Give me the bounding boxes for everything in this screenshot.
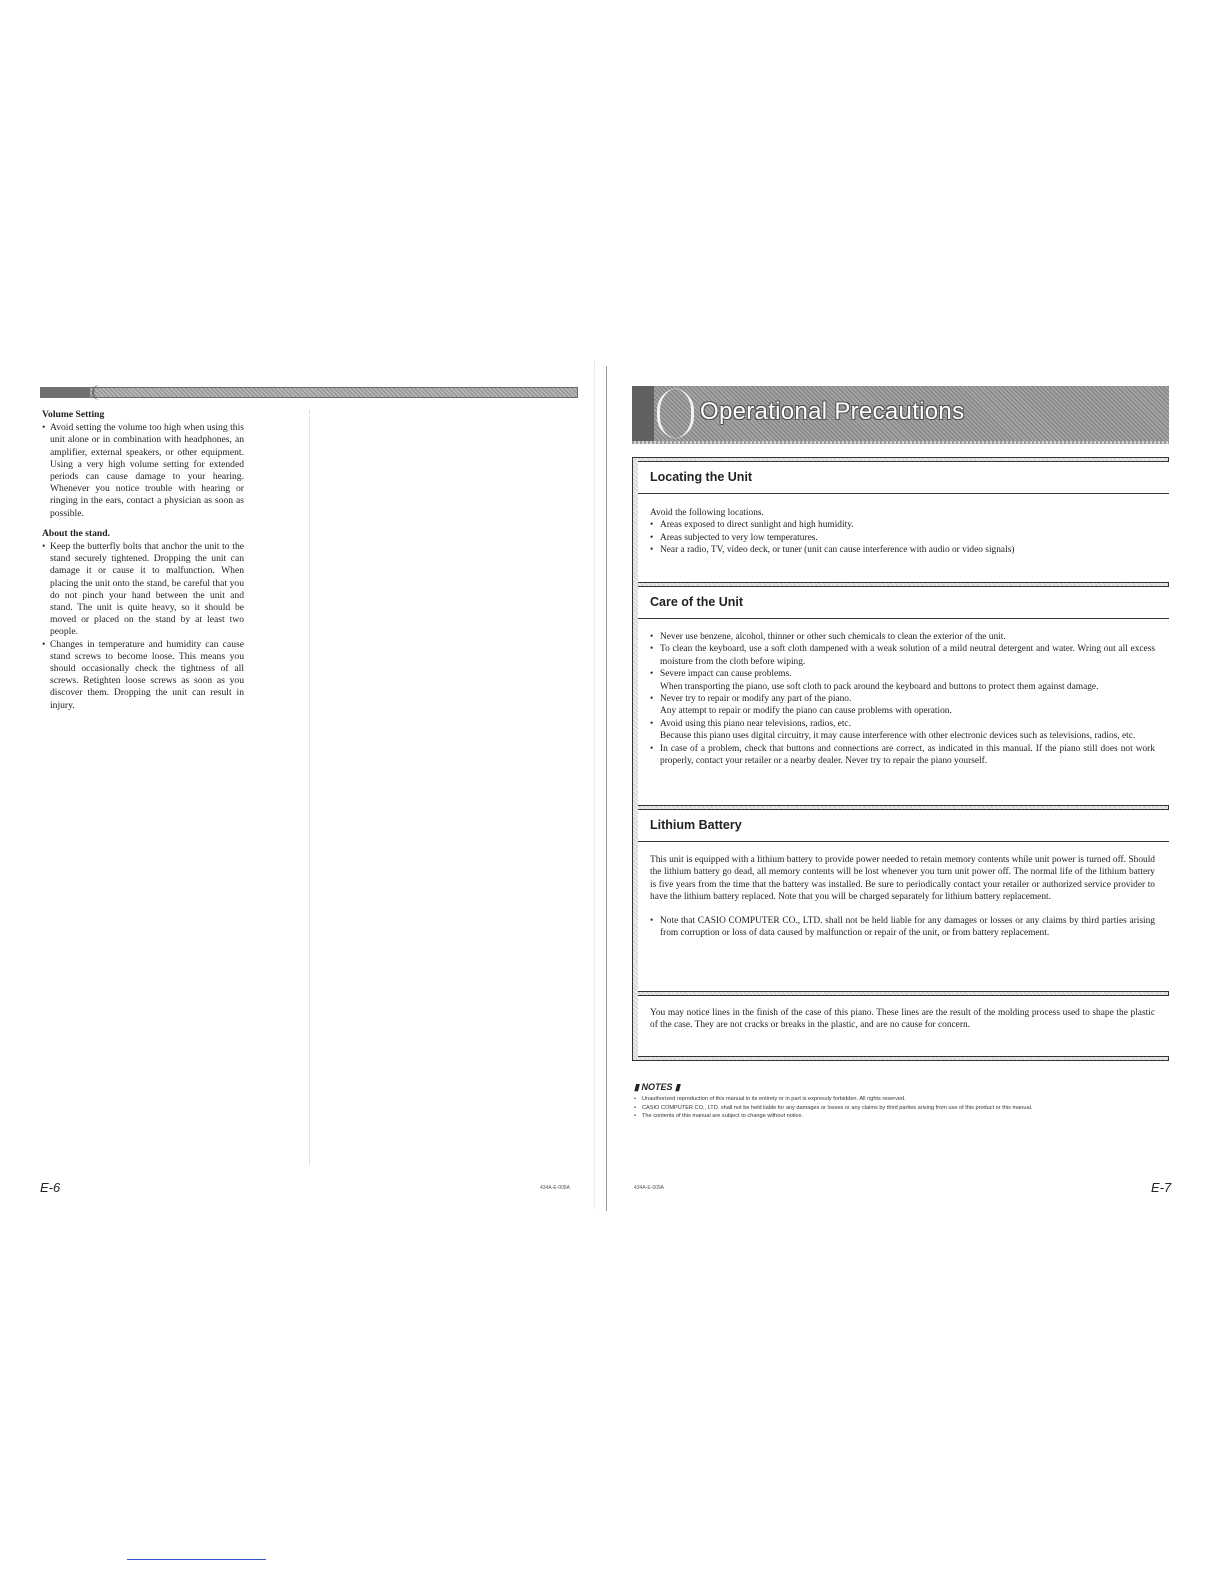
title-underline [632, 441, 1169, 444]
list-item [650, 631, 1155, 643]
header-bar-cap [40, 387, 90, 398]
list-item [650, 718, 1155, 743]
list-item [650, 693, 1155, 718]
scan-artifact-line [127, 1559, 266, 1560]
list-item: • Areas subjected to very low temperatures. [650, 532, 1155, 544]
care-body [638, 619, 1169, 806]
list-item [650, 643, 1155, 668]
list-item: • Keep the butterfly bolts that anchor the unit to the stand securely tightened. Dropping the unit can damage it or cause it to malfunction. When placing the unit onto the stand, be careful that you do not pinch your hand between the unit and stand. The unit is quite heavy, so it should be moved or placed on the stand by at least two people. [42, 541, 244, 639]
care-text: Never use benzene, alcohol, thinner or other such chemicals to clean the exterior of the unit. [660, 632, 1006, 642]
care-text: Never try to repair or modify any part of the piano. [660, 694, 852, 705]
care-heading: Care of the Unit [638, 586, 1169, 619]
list-item: • Changes in temperature and humidity can cause stand screws to become loose. This means you should occasionally check the tightness of all screws. Retighten loose screws as soon as you discover them. Dropping the unit can result in injury. [42, 639, 244, 712]
notes-title-text: NOTES [641, 1082, 673, 1092]
page-gutter [606, 366, 607, 1211]
care-detail: When transporting the piano, use soft cloth to pack around the keyboard and buttons to protect them against damage. [660, 681, 1099, 692]
molding-note-text: You may notice lines in the finish of the case of this piano. These lines are the result of the molding process used to shape the plastic of the case. They are not cracks or breaks in the plastic, and are no cause for concern. [650, 1008, 1155, 1031]
battery-paragraph: This unit is equipped with a lithium battery to provide power needed to retain memory contents while unit power is turned off. Should the lithium battery go dead, all memory contents will be lost whenever you turn unit power off. The normal life of the lithium battery is five years from the time that the battery was installed. Be sure to periodically contact your retailer or authorized service provider to have the lithium battery replaced. Note that you will be charged separately for lithium battery replacement. [650, 855, 1155, 903]
volume-bullets [42, 422, 244, 520]
list-item: • Avoid setting the volume too high when using this unit alone or in combination with headphones, an amplifier, external speakers, or other equipment. Using a very high volume setting for extended periods can cause damage to your hearing. Whenever you notice trouble with hearing or ringing in the ears, contact a physician as soon as possible. [42, 422, 244, 520]
list-item: • Note that CASIO COMPUTER CO., LTD. shall not be held liable for any damages or losses or any claims by third parties arising from corruption or loss of data caused by malfunction or repair of the unit, or from battery replacement. [650, 915, 1155, 940]
title-banner-cap [632, 386, 654, 441]
list-item: • Unauthorized reproduction of this manual in its entirety or in part is expressly forbidden. All rights reserved. [634, 1095, 1174, 1104]
battery-body [638, 842, 1169, 992]
care-text: Avoid using this piano near televisions, radios, etc. [660, 718, 851, 729]
care-text: In case of a problem, check that buttons and connections are correct, as indicated in this manual. If the piano still does not work properly, contact your retailer or a nearby dealer. Never try to repair the piano yourself. [660, 743, 1155, 767]
gutter-shadow [594, 360, 595, 1210]
locating-body [638, 494, 1169, 583]
document-code-right: 434A-E-009A [634, 1185, 665, 1191]
document-code-left: 434A-E-008A [540, 1185, 571, 1191]
notes-mark-icon: ▮ [634, 1082, 642, 1092]
page-number-left: E-6 [40, 1180, 61, 1195]
left-column-text [42, 409, 244, 720]
list-item [650, 743, 1155, 768]
page-number-right: E-7 [1151, 1180, 1172, 1195]
column-divider [309, 410, 310, 1165]
notes-mark-icon: ▮ [672, 1082, 680, 1092]
list-item: • Near a radio, TV, video deck, or tuner (unit can cause interference with audio or video signals) [650, 544, 1155, 556]
care-text: To clean the keyboard, use a soft cloth dampened with a weak solution of a mild neutral detergent and water. Wring out all excess moisture from the cloth before wiping. [660, 644, 1155, 667]
list-item [650, 668, 1155, 693]
care-detail: Any attempt to repair or modify the piano can cause problems with operation. [660, 706, 952, 717]
list-item: • The contents of this manual are subject to change without notice. [634, 1112, 1174, 1121]
locating-bullets [650, 519, 1155, 556]
section-header-bar [40, 387, 578, 398]
header-bar-parenthesis-icon [92, 385, 114, 400]
notes-title [634, 1082, 680, 1093]
list-item: • Areas exposed to direct sunlight and high humidity. [650, 519, 1155, 531]
molding-note [638, 995, 1169, 1057]
stand-bullets [42, 541, 244, 712]
list-item: • CASIO COMPUTER CO., LTD. shall not be held liable for any damages or losses or any claims by third parties arising from use of this product or this manual. [634, 1104, 1174, 1113]
care-text: Severe impact can cause problems. [660, 669, 792, 680]
locating-heading: Locating the Unit [638, 461, 1169, 494]
page-title: Operational Precautions [700, 398, 965, 425]
battery-bullets [650, 915, 1155, 940]
section-heading-volume: Volume Setting [42, 409, 105, 420]
locating-intro: Avoid the following locations. [650, 508, 764, 518]
section-heading-stand: About the stand. [42, 527, 110, 539]
care-bullets [650, 631, 1155, 767]
notes-list [634, 1095, 1174, 1121]
battery-heading: Lithium Battery [638, 809, 1169, 842]
care-detail: Because this piano uses digital circuitry, it may cause interference with other electronic devices such as televisions, radios, etc. [660, 731, 1136, 742]
